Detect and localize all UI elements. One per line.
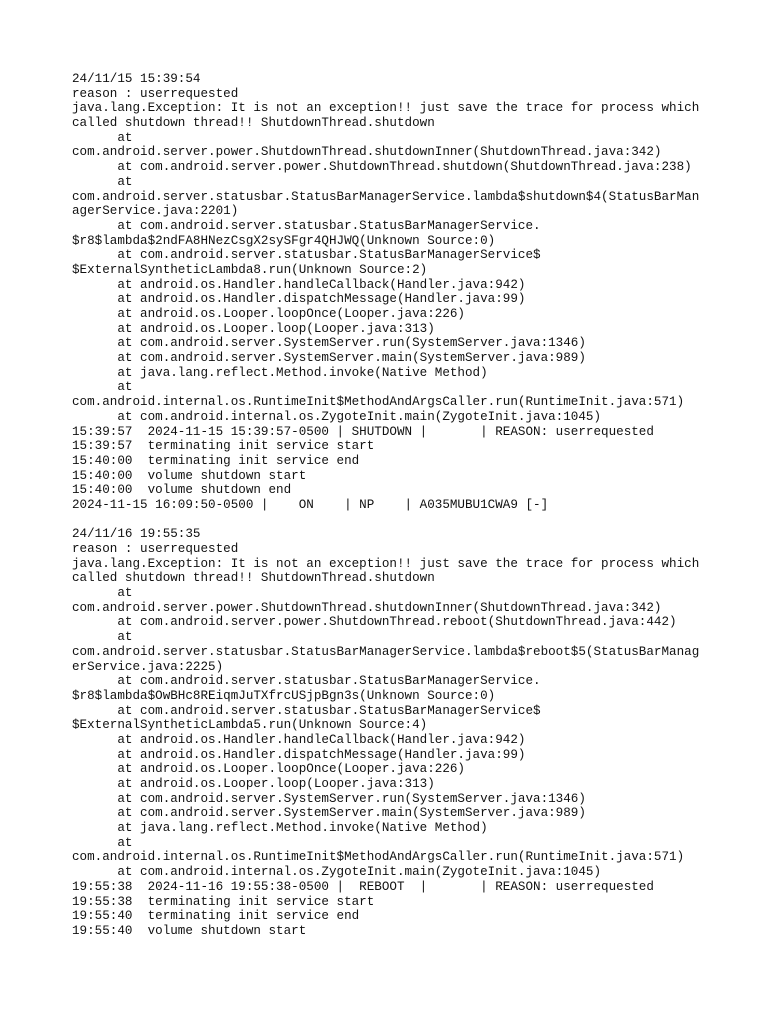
log-line: reason : userrequested: [72, 86, 239, 101]
log-line: at: [72, 130, 133, 145]
log-line: $r8$lambda$OwBHc8REiqmJuTXfrcUSjpBgn3s(Unknown Source:0): [72, 688, 496, 703]
log-line: at java.lang.reflect.Method.invoke(Native Method): [72, 821, 488, 836]
blank-line: [72, 513, 712, 528]
log-line: 19:55:38 2024-11-16 19:55:38-0500 | REBOOT | | REASON: userrequested: [72, 879, 654, 894]
log-line: at com.android.server.statusbar.StatusBarManagerService$: [72, 703, 541, 718]
log-line: at: [72, 586, 133, 601]
log-line: 15:39:57 2024-11-15 15:39:57-0500 | SHUTDOWN | | REASON: userrequested: [72, 424, 654, 439]
log-line: 15:40:00 volume shutdown end: [72, 483, 292, 498]
log-line: com.android.server.power.ShutdownThread.shutdownInner(ShutdownThread.java:342): [72, 145, 662, 160]
log-line: at com.android.server.statusbar.StatusBarManagerService.: [72, 218, 541, 233]
log-line: at: [72, 174, 133, 189]
log-line: at: [72, 835, 133, 850]
log-line: com.android.server.statusbar.StatusBarManagerService.lambda$shutdown$4(StatusBarMan: [72, 189, 700, 204]
log-line: at com.android.server.power.ShutdownThread.reboot(ShutdownThread.java:442): [72, 615, 677, 630]
log-line: at java.lang.reflect.Method.invoke(Native Method): [72, 365, 488, 380]
log-line: at com.android.server.statusbar.StatusBarManagerService$: [72, 248, 541, 263]
log-line: at android.os.Looper.loop(Looper.java:313): [72, 777, 435, 791]
log-line: $ExternalSyntheticLambda5.run(Unknown Source:4): [72, 718, 428, 733]
log-line: at android.os.Handler.handleCallback(Handler.java:942): [72, 277, 526, 292]
log-line: 15:40:00 terminating init service end: [72, 453, 360, 468]
log-line: java.lang.Exception: It is not an exception!! just save the trace for process which: [72, 101, 700, 116]
log-line: at com.android.server.SystemServer.main(SystemServer.java:989): [72, 806, 586, 821]
log-line: java.lang.Exception: It is not an exception!! just save the trace for process which: [72, 556, 700, 571]
log-line: at android.os.Looper.loop(Looper.java:313): [72, 321, 435, 336]
log-document: [72, 72, 712, 939]
log-line: called shutdown thread!! ShutdownThread.shutdown: [72, 571, 435, 586]
log-line: erService.java:2225): [72, 659, 224, 674]
log-line: 19:55:40 terminating init service end: [72, 909, 360, 924]
log-line: at com.android.server.power.ShutdownThread.shutdown(ShutdownThread.java:238): [72, 160, 692, 175]
log-line: $ExternalSyntheticLambda8.run(Unknown Source:2): [72, 262, 428, 277]
log-line: $r8$lambda$2ndFA8HNezCsgX2sySFgr4QHJWQ(Unknown Source:0): [72, 233, 496, 248]
log-line: at com.android.server.SystemServer.main(SystemServer.java:989): [72, 351, 586, 366]
log-line: 19:55:38 terminating init service start: [72, 894, 375, 909]
log-line: com.android.server.statusbar.StatusBarManagerService.lambda$reboot$5(StatusBarManag: [72, 644, 700, 659]
log-line: at: [72, 380, 133, 395]
log-line: 24/11/15 15:39:54: [72, 72, 201, 86]
log-line: at android.os.Looper.loopOnce(Looper.java:226): [72, 307, 465, 321]
log-line: 24/11/16 19:55:35: [72, 527, 201, 542]
log-line: 15:40:00 volume shutdown start: [72, 468, 307, 483]
log-line: at com.android.server.SystemServer.run(SystemServer.java:1346): [72, 791, 586, 806]
log-line: agerService.java:2201): [72, 204, 239, 219]
log-line: 19:55:40 volume shutdown start: [72, 923, 307, 938]
log-line: at android.os.Looper.loopOnce(Looper.java:226): [72, 762, 465, 777]
log-line: com.android.internal.os.RuntimeInit$MethodAndArgsCaller.run(RuntimeInit.java:571): [72, 395, 685, 410]
log-line: 15:39:57 terminating init service start: [72, 439, 375, 454]
log-line: com.android.server.power.ShutdownThread.shutdownInner(ShutdownThread.java:342): [72, 600, 662, 615]
log-line: at android.os.Handler.handleCallback(Handler.java:942): [72, 732, 526, 747]
log-line: at: [72, 630, 133, 645]
log-line: at android.os.Handler.dispatchMessage(Handler.java:99): [72, 292, 526, 307]
log-line: called shutdown thread!! ShutdownThread.shutdown: [72, 116, 435, 131]
log-line: 2024-11-15 16:09:50-0500 | ON | NP | A035MUBU1CWA9 [-]: [72, 497, 549, 512]
log-line: com.android.internal.os.RuntimeInit$MethodAndArgsCaller.run(RuntimeInit.java:571): [72, 850, 685, 865]
log-line: reason : userrequested: [72, 542, 239, 556]
log-line: at com.android.server.SystemServer.run(SystemServer.java:1346): [72, 336, 586, 351]
log-line: at com.android.server.statusbar.StatusBarManagerService.: [72, 674, 541, 689]
log-line: at android.os.Handler.dispatchMessage(Handler.java:99): [72, 747, 526, 762]
log-line: at com.android.internal.os.ZygoteInit.main(ZygoteInit.java:1045): [72, 865, 602, 880]
log-line: at com.android.internal.os.ZygoteInit.main(ZygoteInit.java:1045): [72, 409, 602, 424]
